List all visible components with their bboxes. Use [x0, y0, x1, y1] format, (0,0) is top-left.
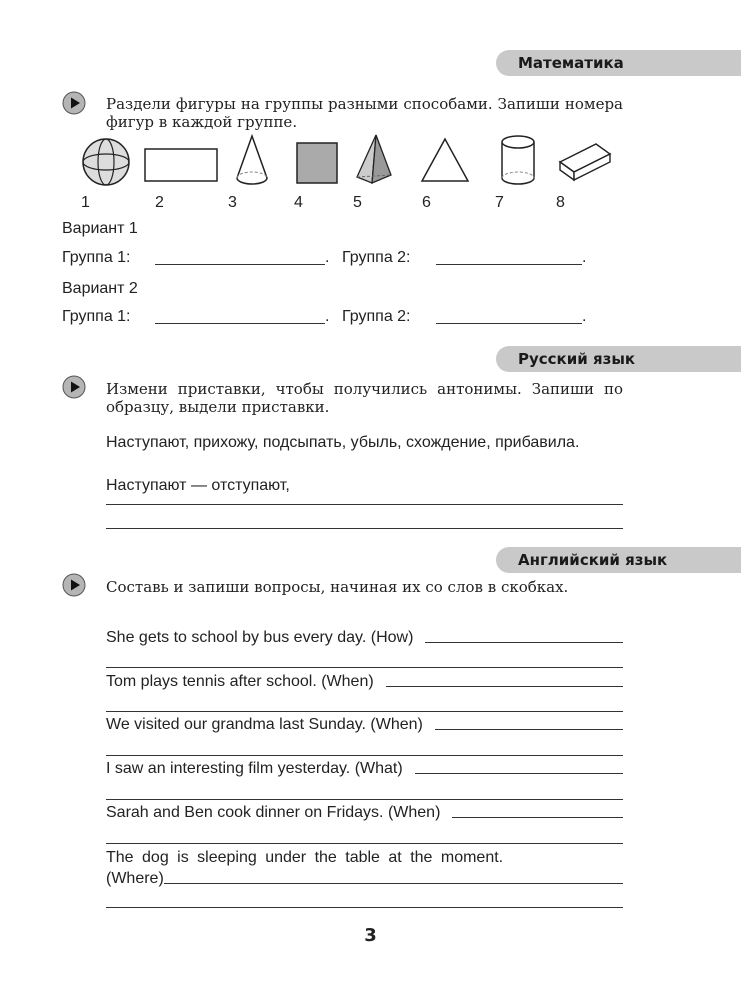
answer-line[interactable]	[425, 642, 623, 643]
english-instruction: Составь и запиши вопросы, начиная их со слов в скобках.	[106, 578, 569, 596]
play-icon	[62, 375, 86, 399]
exercise-row	[106, 870, 623, 888]
exercise-row	[106, 673, 623, 691]
page-number: 3	[364, 925, 377, 946]
period: .	[325, 308, 330, 325]
section-tab-label: Английский язык	[518, 551, 668, 569]
square-icon	[296, 142, 338, 184]
shape-number: 7	[495, 194, 504, 211]
play-icon	[62, 91, 86, 115]
exercise-sentence: Tom plays tennis after school. (When)	[106, 673, 374, 690]
section-tab-label: Русский язык	[518, 350, 636, 368]
shape-number: 8	[556, 194, 565, 211]
section-tab-label: Математика	[518, 54, 624, 72]
variant-label: Вариант 2	[62, 280, 138, 297]
answer-line[interactable]	[452, 817, 623, 818]
variant-label: Вариант 1	[62, 220, 138, 237]
period: .	[325, 249, 330, 266]
russian-example: Наступают — отступают,	[106, 477, 290, 494]
rectangle-icon	[144, 148, 218, 182]
shape-number: 4	[294, 194, 303, 211]
russian-instruction: Измени приставки, чтобы получились антонимы. Запиши по образцу, выдели приставки.	[106, 380, 623, 416]
answer-line[interactable]	[106, 755, 623, 756]
exercise-row	[106, 760, 623, 778]
cone-icon	[234, 134, 270, 186]
shape-number: 2	[155, 194, 164, 211]
answer-line[interactable]	[106, 528, 623, 529]
section-tab-russian	[496, 346, 741, 372]
group-label: Группа 1:	[62, 249, 131, 266]
exercise-sentence: The dog is sleeping under the table at the moment.	[106, 849, 504, 866]
answer-line[interactable]	[106, 711, 623, 712]
answer-line[interactable]	[106, 843, 623, 844]
period: .	[582, 249, 587, 266]
exercise-row	[106, 804, 623, 822]
shape-number: 6	[422, 194, 431, 211]
answer-line[interactable]	[436, 323, 582, 324]
period: .	[582, 308, 587, 325]
math-instruction: Раздели фигуры на группы разными способами. Запиши номера фигур в каждой группе.	[106, 95, 623, 131]
section-tab-english	[496, 547, 741, 573]
exercise-row	[106, 716, 623, 734]
answer-line[interactable]	[106, 799, 623, 800]
answer-line[interactable]	[155, 264, 325, 265]
sphere-icon	[80, 136, 132, 188]
answer-line[interactable]	[436, 264, 582, 265]
exercise-row	[106, 629, 623, 647]
shape-number: 1	[81, 194, 90, 211]
group-label: Группа 2:	[342, 249, 411, 266]
russian-words: Наступают, прихожу, подсыпать, убыль, схождение, прибавила.	[106, 434, 580, 451]
exercise-sentence: She gets to school by bus every day. (How)	[106, 629, 414, 646]
answer-line[interactable]	[386, 686, 623, 687]
shape-number: 5	[353, 194, 362, 211]
answer-line[interactable]	[106, 667, 623, 668]
answer-line[interactable]	[435, 729, 623, 730]
answer-line[interactable]	[106, 504, 623, 505]
exercise-sentence: I saw an interesting film yesterday. (What)	[106, 760, 403, 777]
section-tab-math	[496, 50, 741, 76]
exercise-sentence: (Where)	[106, 870, 164, 887]
answer-line[interactable]	[164, 883, 623, 884]
exercise-sentence: Sarah and Ben cook dinner on Fridays. (When)	[106, 804, 441, 821]
answer-line[interactable]	[155, 323, 325, 324]
shape-number: 3	[228, 194, 237, 211]
answer-line[interactable]	[106, 907, 623, 908]
group-label: Группа 2:	[342, 308, 411, 325]
triangle-icon	[420, 137, 470, 183]
exercise-sentence: We visited our grandma last Sunday. (When)	[106, 716, 423, 733]
answer-line[interactable]	[415, 773, 623, 774]
pyramid-icon	[354, 133, 394, 185]
box-icon	[556, 140, 614, 182]
play-icon	[62, 573, 86, 597]
group-label: Группа 1:	[62, 308, 131, 325]
cylinder-icon	[498, 134, 538, 186]
